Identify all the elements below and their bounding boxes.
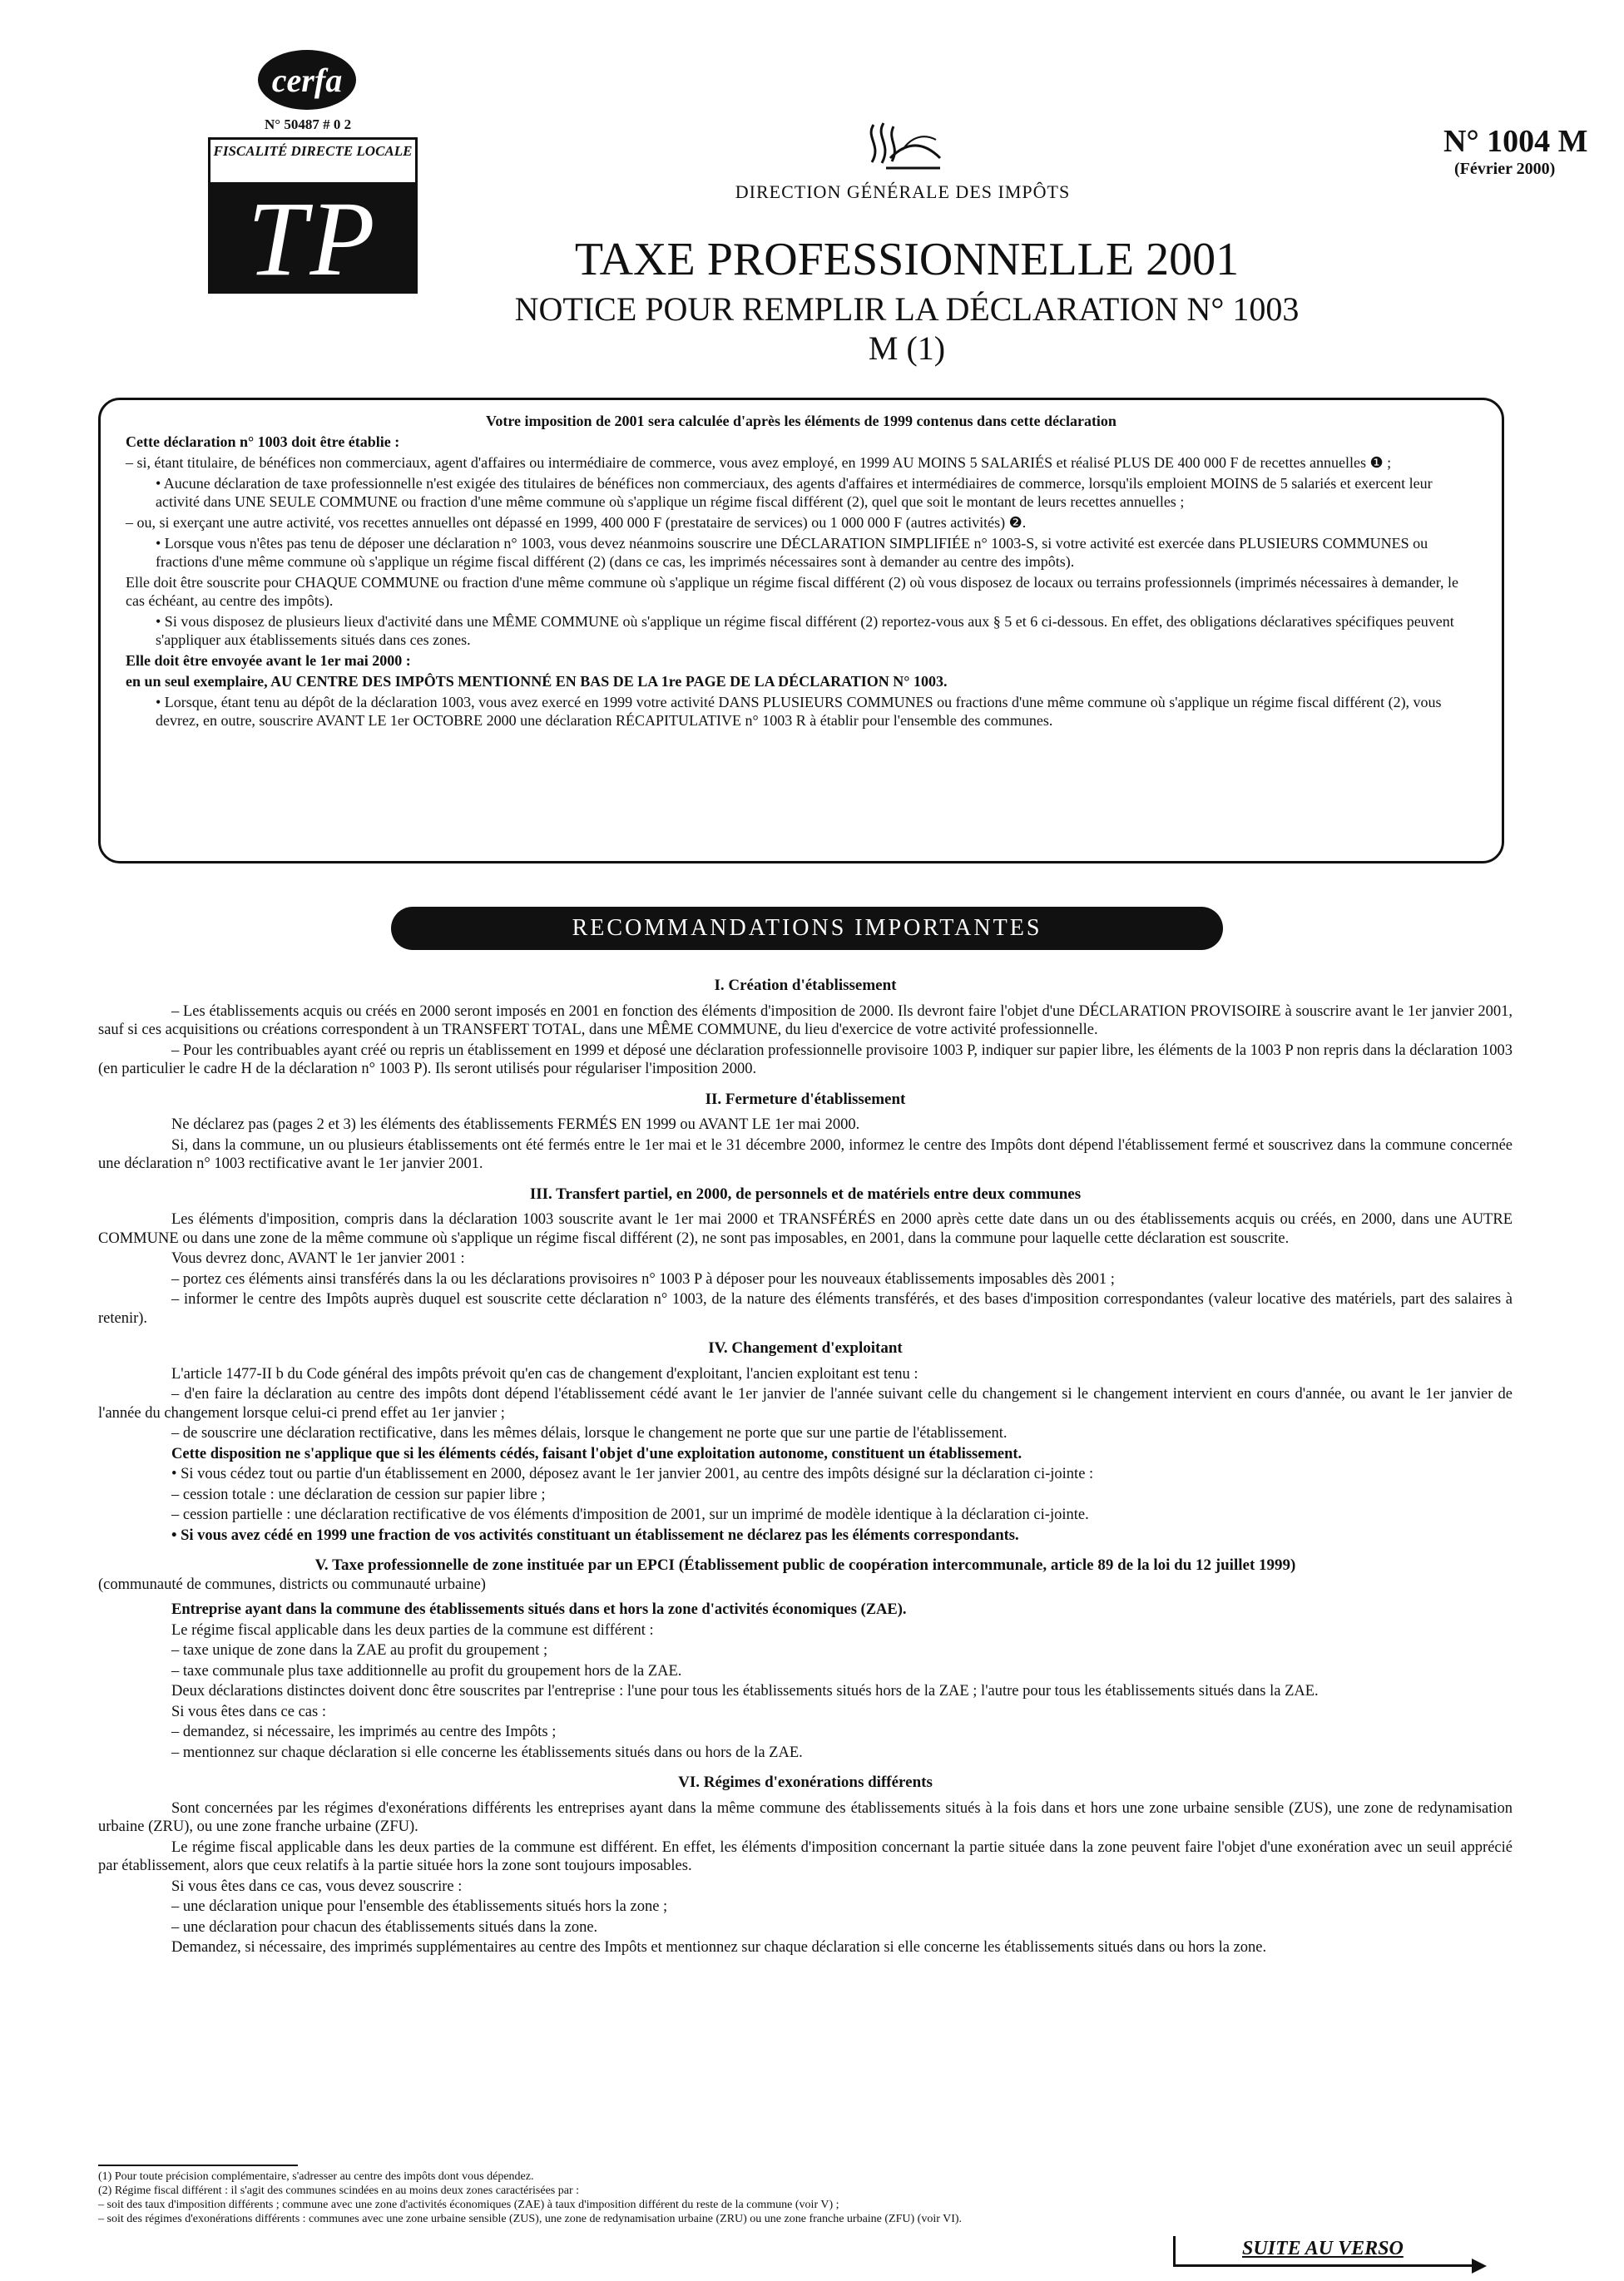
page-subtitle: NOTICE POUR REMPLIR LA DÉCLARATION N° 1003 M (1) xyxy=(514,290,1300,367)
body-paragraph: Entreprise ayant dans la commune des établissements situés dans et hors la zone d'activités économiques (ZAE). xyxy=(171,1601,907,1618)
body-paragraph: Demandez, si nécessaire, des imprimés supplémentaires au centre des Impôts et mentionnez sur chaque déclaration si elle concerne les établissements situés dans ou hors la zone. xyxy=(171,1939,1267,1956)
tp-box xyxy=(208,137,418,298)
body-paragraph: – mentionnez sur chaque déclaration si elle concerne les établissements situés dans ou hors de la ZAE. xyxy=(171,1744,803,1761)
info-paragraph: • Lorsque vous n'êtes pas tenu de déposer une déclaration n° 1003, vous devez néanmoins souscrire une DÉCLARATION SIMPLIFIÉE n° 1003-S, si votre activité est exercée dans PLUSIEURS COMMUNES ou fractions d'une même commune où s'applique un régime fiscal différent (2) (dans ce cas, les imprimés nécessaires sont à demander au centre des impôts). xyxy=(156,535,1428,570)
body-paragraph: Cette disposition ne s'applique que si les éléments cédés, faisant l'objet d'une exploitation autonome, constituent un établissement. xyxy=(171,1445,1022,1462)
body-paragraph: – une déclaration pour chacun des établissements situés dans la zone. xyxy=(171,1918,598,1936)
section-title: V. Taxe professionnelle de zone instituée par un EPCI (Établissement public de coopération intercommunale, article 89 de la loi du 12 juillet 1999) xyxy=(314,1556,1296,1574)
body-paragraph: Deux déclarations distinctes doivent donc être souscrites par l'entreprise : l'une pour tous les établissements situés hors de la ZAE ; l'autre pour tous les établissements situés dans la ZAE. xyxy=(171,1683,1319,1700)
info-paragraph: • Si vous disposez de plusieurs lieux d'activité dans une MÊME COMMUNE où s'applique un régime fiscal différent (2) reportez-vous aux § 5 et 6 ci-dessous. En effet, des obligations déclaratives spécifiques peuvent s'appliquer aux établissements situés dans ces zones. xyxy=(156,613,1454,648)
info-paragraph: • Aucune déclaration de taxe professionnelle n'est exigée des titulaires de bénéfices non commerciaux, des agents d'affaires et intermédiaires de commerce, lorsqu'ils emploient MOINS de 5 salariés et exercent leur activité dans UNE SEULE COMMUNE ou fraction d'une même commune où s'applique un régime fiscal différent (2), quel que soit le montant de leurs recettes annuelles ; xyxy=(156,475,1433,510)
body-paragraph: Si vous êtes dans ce cas, vous devez souscrire : xyxy=(171,1878,463,1895)
cerfa-number: N° 50487 # 0 2 xyxy=(265,116,352,132)
info-paragraph: en un seul exemplaire, AU CENTRE DES IMPÔTS MENTIONNÉ EN BAS DE LA 1re PAGE DE LA DÉCLARATION N° 1003. xyxy=(126,673,948,690)
info-paragraph: – si, étant titulaire, de bénéfices non commerciaux, agent d'affaires ou intermédiaire de commerce, vous avez employé, en 1999 AU MOINS 5 SALARIÉS et réalisé PLUS DE 400 000 F de recettes annuelles ❶ ; xyxy=(126,454,1392,471)
footnote: – soit des régimes d'exonérations différents : communes avec une zone urbaine sensible (ZUS), une zone de redynamisation urbaine (ZRU) ou une zone franche urbaine (ZFU) (voir VI). xyxy=(98,2213,963,2225)
body-text xyxy=(98,965,1513,1959)
body-paragraph: – taxe communale plus taxe additionnelle au profit du groupement hors de la ZAE. xyxy=(171,1662,682,1680)
cerfa-logo: cerfa xyxy=(258,50,356,110)
body-paragraph: • Si vous avez cédé en 1999 une fraction de vos activités constituant un établissement ne déclarez pas les éléments correspondants. xyxy=(171,1526,1019,1544)
tp-label: TP xyxy=(210,185,415,294)
footnote-rule xyxy=(98,2165,298,2166)
body-paragraph: Si, dans la commune, un ou plusieurs établissements ont été fermés entre le 1er mai et le 31 décembre 2000, informez le centre des Impôts dont dépend l'établissement fermé et souscrivez dans la commune concernée une déclaration n° 1003 rectificative avant le 1er janvier 2001. xyxy=(98,1136,1513,1172)
body-paragraph: Si vous êtes dans ce cas : xyxy=(171,1703,326,1720)
footnotes xyxy=(98,2165,1513,2226)
body-paragraph: – portez ces éléments ainsi transférés dans la ou les déclarations provisoires n° 1003 P à déposer pour les nouveaux établissements imposables dès 2001 ; xyxy=(171,1270,1115,1288)
body-paragraph: Les éléments d'imposition, compris dans la déclaration 1003 souscrite avant le 1er mai 2000 et TRANSFÉRÉS en 2000 après cette date dans un ou des établissements acquis ou créés, en 2000, dans une AUTRE COMMUNE ou dans une zone de la même commune où s'applique un régime fiscal différent (2), ne sont pas imposables, en 2001, dans la commune pour laquelle cette déclaration est souscrite. xyxy=(98,1211,1513,1247)
section-title: IV. Changement d'exploitant xyxy=(708,1339,903,1357)
body-paragraph: Le régime fiscal applicable dans les deux parties de la commune est différent. En effet, les éléments d'imposition concernant la partie située dans la zone peuvent faire l'objet d'une exonération avec un seuil apprécié par établissement, alors que ceux relatifs à la partie située hors la zone sont toujours imposables. xyxy=(98,1838,1513,1874)
body-paragraph: – informer le centre des Impôts auprès duquel est souscrite cette déclaration n° 1003, de la nature des éléments transférés, et des bases d'imposition correspondantes (valeur locative des matériels, part des salaires à retenir). xyxy=(98,1291,1513,1327)
suite-au-verso-label: SUITE AU VERSO xyxy=(1242,2238,1404,2259)
dgi-label: DIRECTION GÉNÉRALE DES IMPÔTS xyxy=(735,181,1071,202)
body-paragraph: – Pour les contribuables ayant créé ou repris un établissement en 1999 et déposé une déclaration professionnelle provisoire 1003 P, indiquer sur papier libre, les éléments de la 1003 P non repris dans la déclaration 1003 (en particulier le cadre H de la déclaration n° 1003 P). Ils seront utilisés pour régulariser l'imposition 2000. xyxy=(98,1042,1513,1077)
info-paragraph: Elle doit être envoyée avant le 1er mai 2000 : xyxy=(126,652,411,669)
form-number: N° 1004 M xyxy=(1443,124,1588,159)
body-paragraph: • Si vous cédez tout ou partie d'un établissement en 2000, déposez avant le 1er janvier 2001, au centre des impôts désigné sur la déclaration ci-jointe : xyxy=(171,1466,1094,1482)
info-paragraph: – ou, si exerçant une autre activité, vos recettes annuelles ont dépassé en 1999, 400 000 F (prestataire de services) ou 1 000 000 F (autres activités) ❷. xyxy=(126,514,1027,531)
info-intro: Votre imposition de 2001 sera calculée d'après les éléments de 1999 contenus dans cette déclaration xyxy=(486,413,1116,429)
page-title: TAXE PROFESSIONNELLE 2001 xyxy=(574,234,1240,285)
body-paragraph: – taxe unique de zone dans la ZAE au profit du groupement ; xyxy=(171,1642,548,1659)
body-paragraph: Sont concernées par les régimes d'exonérations différents les entreprises ayant dans la même commune des établissements situés à la fois dans et hors une zone urbaine sensible (ZUS), une zone de redynamisation urbaine (ZRU), ou une zone franche urbaine (ZFU). xyxy=(98,1799,1513,1835)
body-paragraph: – d'en faire la déclaration au centre des impôts dont dépend l'établissement cédé avant le 1er janvier de l'année suivant celle du changement si le changement intervient en cours d'année, ou avant le 1er janvier de l'année du changement lorsque celui-ci prend effet au 1er janvier ; xyxy=(98,1386,1513,1422)
info-paragraph: Elle doit être souscrite pour CHAQUE COMMUNE ou fraction d'une même commune où s'applique un régime fiscal différent (2) où vous disposez de locaux ou terrains professionnels (imprimés nécessaires à demander, le cas échéant, au centre des impôts). xyxy=(126,574,1458,609)
body-paragraph: L'article 1477-II b du Code général des impôts prévoit qu'en cas de changement d'exploitant, l'ancien exploitant est tenu : xyxy=(171,1365,918,1383)
arrow-right-icon xyxy=(1472,2259,1487,2274)
section-title: VI. Régimes d'exonérations différents xyxy=(678,1774,933,1791)
body-paragraph: Le régime fiscal applicable dans les deux parties de la commune est différent : xyxy=(171,1621,654,1639)
body-paragraph: – de souscrire une déclaration rectificative, dans les mêmes délais, lorsque le changement ne porte que sur une partie de l'établissement. xyxy=(171,1425,1008,1442)
section-title: I. Création d'établissement xyxy=(714,977,897,994)
info-etablie: Cette déclaration n° 1003 doit être établie : xyxy=(126,433,400,450)
footnote: (1) Pour toute précision complémentaire, s'adresser au centre des impôts dont vous dépendez. xyxy=(98,2170,534,2183)
section-subtitle: (communauté de communes, districts ou communauté urbaine) xyxy=(98,1576,486,1593)
body-paragraph: – demandez, si nécessaire, les imprimés au centre des Impôts ; xyxy=(171,1724,557,1740)
section-title: II. Fermeture d'établissement xyxy=(705,1090,906,1108)
dgi-logo-icon xyxy=(857,116,948,175)
info-paragraph: • Lorsque, étant tenu au dépôt de la déclaration 1003, vous avez exercé en 1999 votre activité DANS PLUSIEURS COMMUNES ou fractions d'une même commune où s'applique un régime fiscal différent (2), vous devrez, en outre, souscrire AVANT LE 1er OCTOBRE 2000 une déclaration RÉCAPITULATIVE n° 1003 R à établir pour l'ensemble des communes. xyxy=(156,694,1442,729)
section-title: III. Transfert partiel, en 2000, de personnels et de matériels entre deux communes xyxy=(529,1185,1082,1203)
body-paragraph: – cession partielle : une déclaration rectificative de vos éléments d'imposition de 2001, sur un imprimé de modèle identique à la déclaration ci-jointe. xyxy=(171,1507,1089,1523)
body-paragraph: – cession totale : une déclaration de cession sur papier libre ; xyxy=(171,1486,546,1503)
form-date: (Février 2000) xyxy=(1454,160,1556,178)
info-box xyxy=(98,398,1504,863)
body-paragraph: Vous devrez donc, AVANT le 1er janvier 2001 : xyxy=(171,1250,465,1267)
footnote: (2) Régime fiscal différent : il s'agit des communes scindées en au moins deux zones caractérisées par : xyxy=(98,2185,580,2197)
suite-au-verso xyxy=(1173,2236,1475,2267)
body-paragraph: Ne déclarez pas (pages 2 et 3) les éléments des établissements FERMÉS EN 1999 ou AVANT LE 1er mai 2000. xyxy=(171,1116,860,1133)
body-paragraph: – une déclaration unique pour l'ensemble des établissements situés hors la zone ; xyxy=(171,1898,668,1915)
body-paragraph: – Les établissements acquis ou créés en 2000 seront imposés en 2001 en fonction des éléments d'imposition de 2000. Ils devront faire l'objet d'une DÉCLARATION PROVISOIRE à souscrire avant le 1er janvier 2001, sauf si ces acquisitions ou créations correspondent à un TRANSFERT TOTAL, dans une MÊME COMMUNE, du lieu d'exercice de votre activité professionnelle. xyxy=(98,1002,1513,1038)
recommendations-banner: RECOMMANDATIONS IMPORTANTES xyxy=(391,907,1223,950)
footnote: – soit des taux d'imposition différents ; commune avec une zone d'activités économiques (ZAE) à taux d'imposition différent du reste de la commune (voir V) ; xyxy=(98,2199,839,2211)
fiscalite-label: FISCALITÉ DIRECTE LOCALE xyxy=(210,140,415,185)
